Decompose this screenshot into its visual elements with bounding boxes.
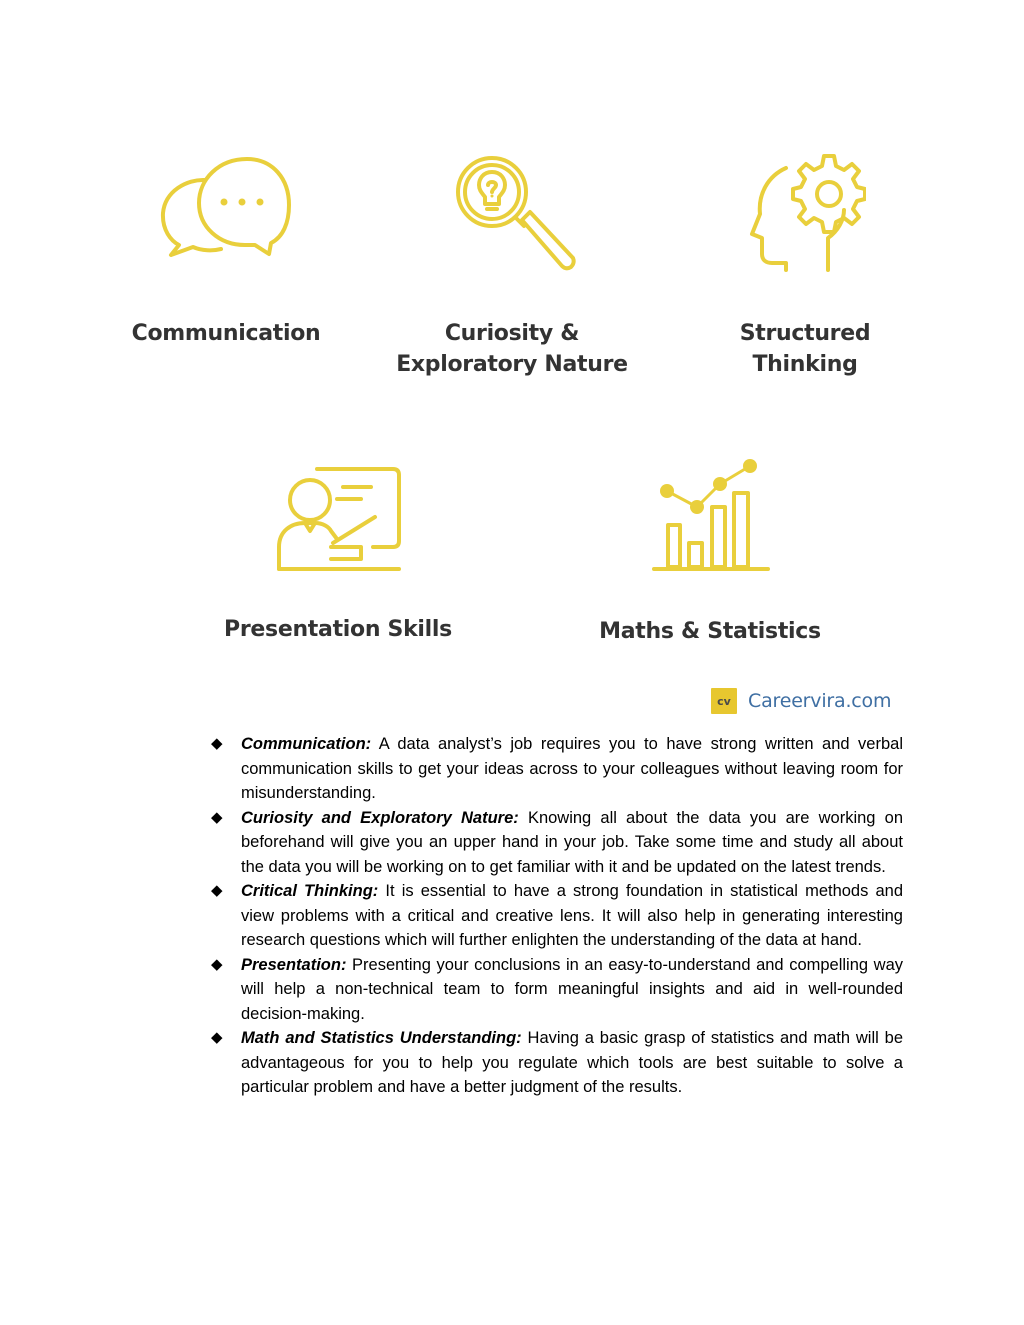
head-gear-icon — [748, 146, 866, 272]
speech-bubbles-icon — [157, 155, 292, 260]
diamond-bullet-icon: ◆ — [211, 1029, 223, 1046]
careervira-logo — [711, 688, 891, 714]
bullet-text: Having a basic grasp of statistics and math will be advantageous for you to help you regulate which tools are best suitable to solve a particular problem and have a better judgment of the results. — [241, 1029, 904, 1096]
list-item — [211, 806, 903, 880]
presenter-board-icon — [275, 465, 403, 575]
skill-label-structured-thinking — [715, 318, 895, 380]
diamond-bullet-icon: ◆ — [211, 808, 223, 826]
skills-description-list — [211, 732, 903, 1100]
diamond-bullet-icon: ◆ — [211, 955, 223, 973]
bullet-text: A data analyst’s job requires you to have strong written and verbal communication skills to get your ideas across to your colleagues without leaving room for misunderstanding. — [241, 735, 903, 802]
bullet-text: Presenting your conclusions in an easy-to-understand and compelling way will help a non-technical team to form meaningful insights and aid in well-rounded decision-making. — [241, 955, 903, 1023]
magnifier-lightbulb-icon — [452, 152, 578, 274]
skill-label-line: Communication — [131, 321, 321, 346]
bullet-term: Curiosity and Exploratory Nature: — [241, 808, 519, 827]
bullet-text: It is essential to have a strong foundation in statistical methods and view problems with a critical and creative lens. It will also help in generating interesting research questions which will further enlighten the understanding of the data at hand. — [241, 882, 904, 949]
skill-label-presentation — [218, 614, 458, 645]
skill-label-line: Structured — [739, 321, 871, 346]
logo-badge: cv — [711, 688, 737, 714]
skill-label-maths — [590, 616, 830, 647]
list-item — [211, 1026, 903, 1100]
list-item — [211, 953, 903, 1027]
skill-label-communication — [126, 318, 326, 349]
diamond-bullet-icon: ◆ — [211, 735, 223, 752]
bar-chart-trend-icon — [652, 455, 770, 573]
logo-text: Careervira.com — [748, 690, 892, 712]
bullet-term: Presentation: — [241, 955, 347, 974]
bullet-term: Communication: — [241, 735, 372, 753]
list-item — [211, 732, 903, 806]
list-item — [211, 879, 903, 953]
diamond-bullet-icon: ◆ — [211, 882, 223, 899]
skill-label-line: Curiosity & — [444, 321, 580, 346]
skill-label-line: Exploratory Nature — [396, 352, 628, 377]
skill-label-curiosity — [392, 318, 632, 380]
skill-label-line: Maths & Statistics — [599, 619, 821, 644]
bullet-term: Math and Statistics Understanding: — [241, 1029, 522, 1047]
skill-label-line: Thinking — [752, 352, 858, 377]
skill-label-line: Presentation Skills — [224, 617, 452, 642]
bullet-term: Critical Thinking: — [241, 882, 379, 900]
bullet-text: Knowing all about the data you are working on beforehand will give you an upper hand in your job. Take some time and study all about the data you will be working on to get familiar with it and be updated on the latest trends. — [241, 808, 903, 876]
